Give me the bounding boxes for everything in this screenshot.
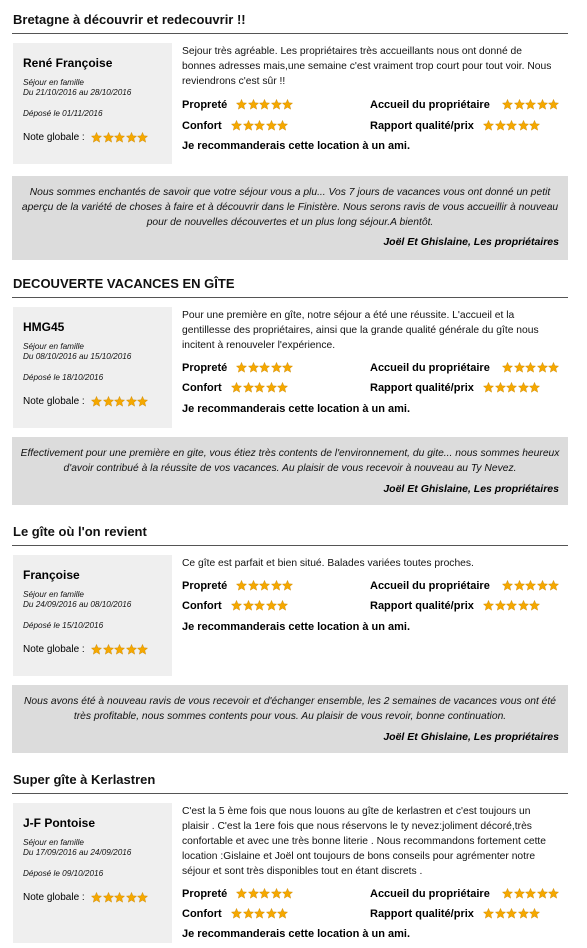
star-icon <box>506 600 518 611</box>
author-box <box>13 43 172 164</box>
title-divider <box>12 33 568 34</box>
review-text: Sejour très agréable. Les propriétaires très accueillants nous ont donné de bonnes adresses mais,une semaine c'est vraiment trop court pour tout voir. Nous reviendrons c'est sûr !! <box>182 46 552 87</box>
star-icon <box>254 908 266 919</box>
star-icon <box>248 362 260 373</box>
global-rating-label: Note globale : <box>23 396 85 407</box>
star-icon <box>282 99 294 110</box>
review-text: Ce gîte est parfait et bien situé. Balades variées toutes proches. <box>182 558 474 569</box>
stay-type: Séjour en famille <box>23 590 84 599</box>
star-icon <box>91 644 103 655</box>
author-name: René Françoise <box>23 56 113 70</box>
rating-stars-value <box>483 120 541 131</box>
recommend-text: Je recommanderais cette location à un ami. <box>182 621 411 633</box>
star-icon <box>126 892 138 903</box>
owner-reply <box>12 437 568 505</box>
star-icon <box>114 396 126 407</box>
star-icon <box>537 99 549 110</box>
rating-stars-welcome <box>502 888 560 899</box>
author-box <box>13 307 172 428</box>
rating-stars-welcome <box>502 99 560 110</box>
star-icon <box>114 892 126 903</box>
rating-label-value: Rapport qualité/prix <box>370 120 474 132</box>
star-icon <box>529 908 541 919</box>
star-icon <box>266 908 278 919</box>
star-icon <box>254 600 266 611</box>
star-icon <box>483 600 495 611</box>
rating-label-comfort: Confort <box>182 382 222 394</box>
star-icon <box>282 580 294 591</box>
star-icon <box>495 908 507 919</box>
star-icon <box>236 888 248 899</box>
star-icon <box>231 120 243 131</box>
star-icon <box>103 132 115 143</box>
review-card <box>0 12 587 262</box>
review-title: Le gîte où l'on revient <box>13 524 147 539</box>
owner-reply-text: Nous sommes enchantés de savoir que votre séjour vous a plu... Vos 7 jours de vacances vous ont donné un petit aperçu de la variété de choses à faire et à découvrir dans le Finistère. Nous serons ravis de vous accueillir à nouveau pour de nouvelles découvertes et un plus long séjour.A bientôt. <box>21 187 559 228</box>
rating-stars-comfort <box>231 382 289 393</box>
deposit-date: Déposé le 09/10/2016 <box>23 869 104 878</box>
star-icon <box>514 580 526 591</box>
star-icon <box>103 396 115 407</box>
star-icon <box>271 888 283 899</box>
rating-stars-welcome <box>502 362 560 373</box>
star-icon <box>259 99 271 110</box>
author-name: Françoise <box>23 568 80 582</box>
rating-label-value: Rapport qualité/prix <box>370 600 474 612</box>
star-icon <box>248 888 260 899</box>
rating-label-welcome: Accueil du propriétaire <box>370 888 490 900</box>
rating-stars-comfort <box>231 600 289 611</box>
author-name: HMG45 <box>23 320 65 334</box>
star-icon <box>126 396 138 407</box>
rating-label-cleanliness: Propreté <box>182 99 228 111</box>
review-title: DECOUVERTE VACANCES EN GÎTE <box>13 276 235 291</box>
global-rating-label: Note globale : <box>23 644 85 655</box>
rating-label-cleanliness: Propreté <box>182 888 228 900</box>
star-icon <box>514 362 526 373</box>
star-icon <box>91 892 103 903</box>
star-icon <box>114 132 126 143</box>
star-icon <box>518 382 530 393</box>
star-icon <box>231 382 243 393</box>
star-icon <box>259 362 271 373</box>
star-icon <box>137 644 149 655</box>
deposit-date: Déposé le 15/10/2016 <box>23 621 104 630</box>
star-icon <box>254 120 266 131</box>
owner-reply-text: Effectivement pour une première en gite, vous étiez très contents de l'environnement, du gite... nous sommes heureux d'avoir contribué à la réussite de vos vacances. Au plaisir de vous recevoir à nouveau au Ty Nevez. <box>20 448 560 474</box>
star-icon <box>518 600 530 611</box>
stay-type: Séjour en famille <box>23 78 84 87</box>
star-icon <box>248 99 260 110</box>
author-name: J-F Pontoise <box>23 816 96 830</box>
star-icon <box>271 580 283 591</box>
rating-label-comfort: Confort <box>182 908 222 920</box>
rating-stars-cleanliness <box>236 99 294 110</box>
star-icon <box>502 888 514 899</box>
star-icon <box>259 888 271 899</box>
star-icon <box>114 644 126 655</box>
star-icon <box>277 600 289 611</box>
recommend-text: Je recommanderais cette location à un ami. <box>182 928 411 940</box>
star-icon <box>126 132 138 143</box>
recommend-text: Je recommanderais cette location à un ami. <box>182 403 411 415</box>
star-icon <box>518 908 530 919</box>
deposit-date: Déposé le 18/10/2016 <box>23 373 104 382</box>
star-icon <box>502 580 514 591</box>
owner-reply-signature: Joël Et Ghislaine, Les propriétaires <box>383 731 559 743</box>
review-card <box>0 276 587 512</box>
star-icon <box>495 120 507 131</box>
star-icon <box>243 120 255 131</box>
star-icon <box>548 888 560 899</box>
global-rating-stars <box>91 644 149 655</box>
owner-reply <box>12 685 568 753</box>
star-icon <box>277 382 289 393</box>
star-icon <box>525 580 537 591</box>
review-title: Super gîte à Kerlastren <box>13 772 156 787</box>
rating-stars-value <box>483 600 541 611</box>
rating-stars-value <box>483 908 541 919</box>
global-rating-label: Note globale : <box>23 892 85 903</box>
rating-stars-cleanliness <box>236 580 294 591</box>
rating-label-value: Rapport qualité/prix <box>370 908 474 920</box>
stay-type: Séjour en famille <box>23 342 84 351</box>
star-icon <box>259 580 271 591</box>
rating-stars-cleanliness <box>236 362 294 373</box>
star-icon <box>243 908 255 919</box>
star-icon <box>137 396 149 407</box>
global-rating-label: Note globale : <box>23 132 85 143</box>
star-icon <box>126 644 138 655</box>
review-card <box>0 772 587 948</box>
star-icon <box>506 908 518 919</box>
star-icon <box>236 580 248 591</box>
rating-label-welcome: Accueil du propriétaire <box>370 362 490 374</box>
star-icon <box>282 888 294 899</box>
star-icon <box>137 892 149 903</box>
rating-stars-comfort <box>231 120 289 131</box>
owner-reply-signature: Joël Et Ghislaine, Les propriétaires <box>383 483 559 495</box>
star-icon <box>266 600 278 611</box>
star-icon <box>271 362 283 373</box>
review-card <box>0 524 587 760</box>
recommend-text: Je recommanderais cette location à un ami. <box>182 140 411 152</box>
star-icon <box>525 362 537 373</box>
star-icon <box>266 382 278 393</box>
rating-label-cleanliness: Propreté <box>182 362 228 374</box>
star-icon <box>495 600 507 611</box>
star-icon <box>548 99 560 110</box>
star-icon <box>254 382 266 393</box>
review-text: Pour une première en gîte, notre séjour a été une réussite. L'accueil et la gentillesse des propriétaires, ainsi que la grande qualité générale du gîte nous incitent à renouveler l'expérience. <box>182 310 539 351</box>
star-icon <box>529 120 541 131</box>
star-icon <box>271 99 283 110</box>
title-divider <box>12 793 568 794</box>
rating-label-welcome: Accueil du propriétaire <box>370 580 490 592</box>
star-icon <box>483 120 495 131</box>
star-icon <box>231 908 243 919</box>
owner-reply-text: Nous avons été à nouveau ravis de vous recevoir et d'échanger ensemble, les 2 semaines de vacances vous ont été très profitable, nous sommes contents pour vous. Au plaisir de vous revoir, bonne continuation. <box>24 696 556 722</box>
star-icon <box>483 382 495 393</box>
stay-type: Séjour en famille <box>23 838 84 847</box>
star-icon <box>282 362 294 373</box>
global-rating-stars <box>91 396 149 407</box>
star-icon <box>277 908 289 919</box>
star-icon <box>266 120 278 131</box>
star-icon <box>236 362 248 373</box>
star-icon <box>502 362 514 373</box>
star-icon <box>537 362 549 373</box>
star-icon <box>506 120 518 131</box>
title-divider <box>12 545 568 546</box>
global-rating-stars <box>91 132 149 143</box>
author-box <box>13 555 172 676</box>
star-icon <box>103 644 115 655</box>
star-icon <box>243 600 255 611</box>
owner-reply <box>12 176 568 260</box>
star-icon <box>483 908 495 919</box>
star-icon <box>502 99 514 110</box>
stay-dates: Du 08/10/2016 au 15/10/2016 <box>23 352 132 361</box>
rating-label-welcome: Accueil du propriétaire <box>370 99 490 111</box>
title-divider <box>12 297 568 298</box>
rating-label-comfort: Confort <box>182 120 222 132</box>
rating-stars-welcome <box>502 580 560 591</box>
star-icon <box>137 132 149 143</box>
rating-label-cleanliness: Propreté <box>182 580 228 592</box>
stay-dates: Du 21/10/2016 au 28/10/2016 <box>23 88 132 97</box>
stay-dates: Du 17/09/2016 au 24/09/2016 <box>23 848 132 857</box>
star-icon <box>548 362 560 373</box>
star-icon <box>514 99 526 110</box>
rating-stars-comfort <box>231 908 289 919</box>
rating-label-value: Rapport qualité/prix <box>370 382 474 394</box>
review-title: Bretagne à découvrir et redecouvrir !! <box>13 12 246 27</box>
star-icon <box>514 888 526 899</box>
star-icon <box>506 382 518 393</box>
stay-dates: Du 24/09/2016 au 08/10/2016 <box>23 600 132 609</box>
rating-stars-cleanliness <box>236 888 294 899</box>
star-icon <box>91 132 103 143</box>
star-icon <box>537 888 549 899</box>
author-box <box>13 803 172 943</box>
star-icon <box>518 120 530 131</box>
owner-reply-signature: Joël Et Ghislaine, Les propriétaires <box>383 236 559 248</box>
review-text: C'est la 5 ème fois que nous louons au gîte de kerlastren et c'est toujours un plaisir . C'est la 1ere fois que nous réservons le ty nevez:joliment décoré,très confortable et avec une très bonne literie . Nous recommandons fortement cette location :Gislaine et Joël ont toujours de bons conseils pour agrémenter notre séjour et sont très disponibles tout en étant discrets . <box>182 806 547 877</box>
star-icon <box>525 99 537 110</box>
star-icon <box>91 396 103 407</box>
star-icon <box>231 600 243 611</box>
star-icon <box>548 580 560 591</box>
deposit-date: Déposé le 01/11/2016 <box>23 109 103 118</box>
star-icon <box>529 600 541 611</box>
star-icon <box>103 892 115 903</box>
star-icon <box>495 382 507 393</box>
star-icon <box>243 382 255 393</box>
rating-label-comfort: Confort <box>182 600 222 612</box>
global-rating-stars <box>91 892 149 903</box>
rating-stars-value <box>483 382 541 393</box>
star-icon <box>236 99 248 110</box>
star-icon <box>525 888 537 899</box>
star-icon <box>248 580 260 591</box>
star-icon <box>529 382 541 393</box>
star-icon <box>537 580 549 591</box>
star-icon <box>277 120 289 131</box>
